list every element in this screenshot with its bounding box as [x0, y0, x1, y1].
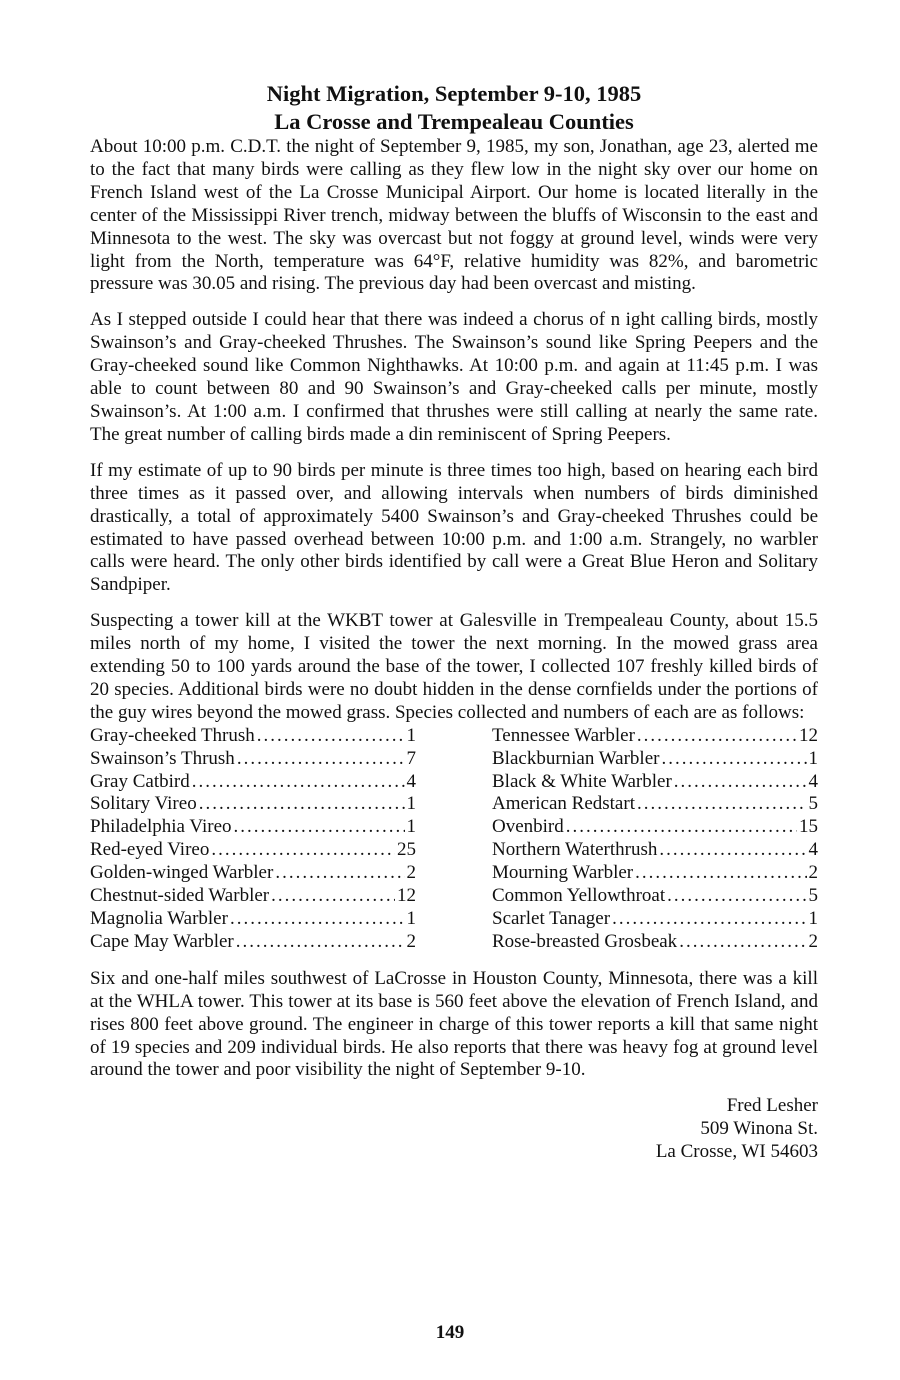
species-column-right — [492, 725, 818, 954]
species-name: Scarlet Tanager — [492, 908, 611, 929]
species-entry — [90, 839, 416, 862]
species-count: 7 — [406, 747, 416, 769]
species-name: Gray Catbird — [90, 770, 190, 792]
species-name: Cape May Warbler — [90, 930, 234, 952]
species-entry — [492, 839, 818, 862]
species-name: Common Yellowthroat — [492, 885, 666, 907]
species-name: Magnolia Warbler — [90, 908, 228, 929]
species-name: Swainson’s Thrush — [90, 747, 235, 769]
species-entry — [492, 816, 818, 839]
paragraph-1: About 10:00 p.m. C.D.T. the night of September 9, 1985, my son, Jonathan, age 23, alerted me to the fact that many birds were calling as they flew low in the night sky over our home on French Island west of the La Crosse Municipal Airport. Our home is located literally in the center of the Mississippi River trench, midway between the bluffs of Wisconsin to the east and Minnesota to the west. The sky was overcast but not foggy at ground level, winds were very light from the North, temperature was 64°F, relative humidity was 82%, and barometric pressure was 30.05 and rising. The previous day had been overcast and misting. — [90, 136, 818, 295]
species-count: 2 — [406, 862, 416, 884]
species-count: 4 — [808, 839, 818, 861]
species-count: 2 — [808, 930, 818, 952]
species-count: 1 — [406, 724, 416, 746]
page-number: 149 — [435, 1322, 465, 1343]
title-line-2: La Crosse and Trempealeau Counties — [274, 109, 634, 134]
species-name: American Redstart — [492, 793, 635, 815]
species-count: 1 — [406, 793, 416, 815]
species-entry — [492, 771, 818, 794]
species-column-left — [90, 725, 416, 954]
species-entry — [90, 793, 416, 816]
species-entry — [90, 725, 416, 748]
species-count: 1 — [808, 747, 818, 769]
species-entry — [90, 862, 416, 885]
author-city: La Crosse, WI 54603 — [655, 1141, 818, 1163]
species-entry — [492, 931, 818, 954]
species-name: Gray-cheeked Thrush — [90, 724, 255, 746]
species-entry — [492, 908, 818, 931]
species-name: Chestnut-sided Warbler — [90, 885, 270, 907]
species-count: 4 — [406, 770, 416, 792]
article-title — [90, 80, 818, 136]
species-name: Golden-winged Warbler — [90, 862, 274, 884]
species-entry — [492, 885, 818, 908]
species-entry — [90, 816, 416, 839]
species-count: 4 — [808, 770, 818, 792]
species-name: Tennessee Warbler — [492, 724, 635, 746]
species-entry — [492, 748, 818, 771]
article — [90, 80, 818, 1164]
species-count: 1 — [406, 816, 416, 838]
species-count: 25 — [397, 839, 416, 861]
species-entry — [90, 885, 416, 908]
species-entry — [90, 908, 416, 931]
author-signature — [90, 1095, 818, 1164]
species-name: Rose-breasted Grosbeak — [492, 930, 678, 952]
species-entry — [492, 793, 818, 816]
species-entry — [492, 725, 818, 748]
species-count: 12 — [397, 885, 416, 907]
species-name: Northern Waterthrush — [492, 839, 658, 861]
title-line-1: Night Migration, September 9-10, 1985 — [266, 81, 642, 106]
species-name: Blackburnian Warbler — [492, 747, 660, 769]
species-count: 12 — [799, 724, 818, 746]
species-name: Black & White Warbler — [492, 770, 672, 792]
species-list — [90, 725, 818, 954]
author-name: Fred Lesher — [726, 1095, 818, 1117]
species-entry — [90, 771, 416, 794]
paragraph-2: As I stepped outside I could hear that there was indeed a chorus of n ight calling birds, mostly Swainson’s and Gray-cheeked Thrushes. The Swainson’s sound like Spring Peepers and the Gray-cheeked sound like Common Nighthawks. At 10:00 p.m. and again at 11:45 p.m. I was able to count between 80 and 90 Swainson’s and Gray-cheeked calls per minute, mostly Swainson’s. At 1:00 a.m. I confirmed that thrushes were still calling at nearly the same rate. The great number of calling birds made a din reminiscent of Spring Peepers. — [90, 309, 818, 445]
author-street: 509 Winona St. — [700, 1118, 818, 1140]
species-count: 5 — [808, 885, 818, 907]
species-count: 1 — [406, 908, 416, 929]
species-entry — [90, 931, 416, 954]
species-name: Solitary Vireo — [90, 793, 197, 815]
species-name: Mourning Warbler — [492, 862, 634, 884]
species-count: 15 — [799, 816, 818, 838]
species-count: 1 — [808, 908, 818, 929]
paragraph-4: Suspecting a tower kill at the WKBT tower at Galesville in Trempealeau County, about 15.5 miles north of my home, I visited the tower the next morning. In the mowed grass area extending 50 to 100 yards around the base of the tower, I collected 107 freshly killed birds of 20 species. Additional birds were no doubt hidden in the dense cornfields under the portions of the guy wires beyond the mowed grass. Species collected and numbers of each are as follows: — [90, 610, 818, 723]
species-count: 2 — [808, 862, 818, 884]
paragraph-3: If my estimate of up to 90 birds per minute is three times too high, based on hearing each bird three times as it passed over, and allowing intervals when numbers of birds diminished drastically, a total of approximately 5400 Swainson’s and Gray-cheeked Thrushes could be estimated to have passed overhead between 10:00 p.m. and 1:00 a.m. Strangely, no warbler calls were heard. The only other birds identified by call were a Great Blue Heron and Solitary Sandpiper. — [90, 459, 818, 596]
species-name: Ovenbird — [492, 816, 564, 838]
species-entry — [492, 862, 818, 885]
species-entry — [90, 748, 416, 771]
species-count: 5 — [808, 793, 818, 815]
species-count: 2 — [406, 930, 416, 952]
species-name: Red-eyed Vireo — [90, 839, 210, 861]
closing-paragraph: Six and one-half miles southwest of LaCrosse in Houston County, Minnesota, there was a kill at the WHLA tower. This tower at its base is 560 feet above the elevation of French Island, and rises 800 feet above ground. The engineer in charge of this tower reports a kill that same night of 19 species and 209 individual birds. He also reports that there was heavy fog at ground level around the tower and poor visibility the night of September 9-10. — [90, 967, 818, 1081]
species-name: Philadelphia Vireo — [90, 816, 232, 838]
